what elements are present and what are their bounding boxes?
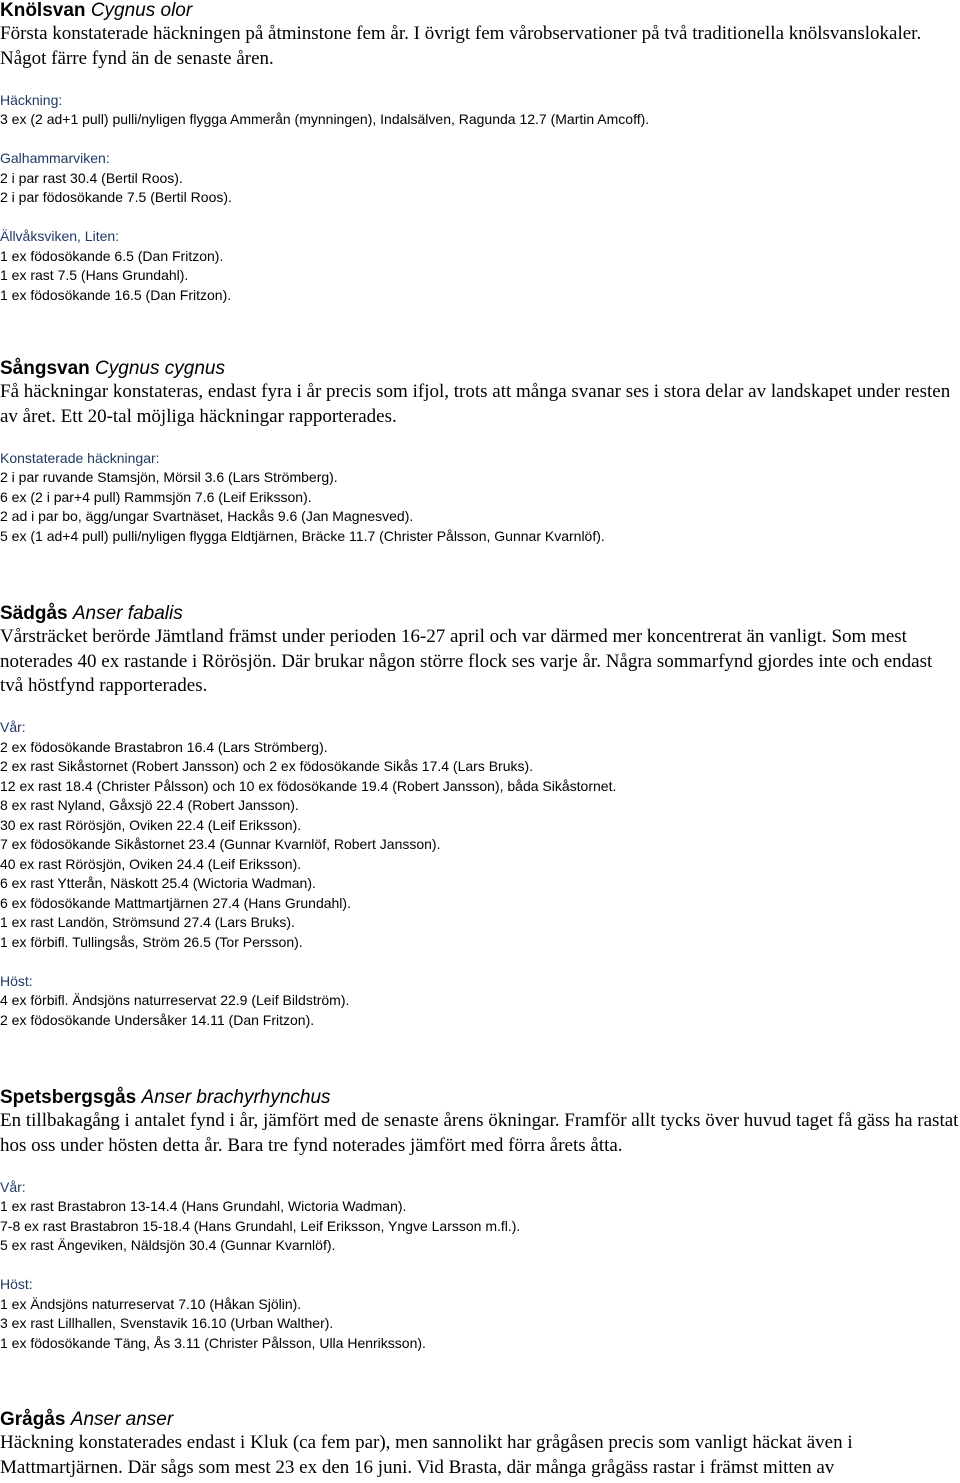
- group-label: Häckning:: [0, 91, 63, 108]
- group-label: Vår:: [0, 719, 26, 735]
- species-sangsvan: [0, 358, 960, 546]
- group-label: Galhammarviken:: [0, 150, 110, 166]
- observation-line: 6 ex rast Ytterån, Näskott 25.4 (Wictoria Wadman).: [0, 875, 316, 891]
- observation-line: 3 ex (2 ad+1 pull) pulli/nyligen flygga Ammerån (mynningen), Indalsälven, Ragunda 12.7 (Martin Amcoff).: [0, 111, 650, 127]
- species-heading: [0, 0, 960, 22]
- species-heading: [0, 358, 960, 380]
- observation-line: 2 ad i par bo, ägg/ungar Svartnäset, Hackås 9.6 (Jan Magnesved).: [0, 508, 414, 524]
- observation-line: 12 ex rast 18.4 (Christer Pålsson) och 10 ex födosökande 19.4 (Robert Jansson), båda Sikåstornet.: [0, 777, 617, 794]
- observation-line: 2 ex födosökande Undersåker 14.11 (Dan Fritzon).: [0, 1011, 315, 1028]
- group-label: Vår:: [0, 1178, 26, 1195]
- observation-line: 3 ex rast Lillhallen, Svenstavik 16.10 (Urban Walther).: [0, 1315, 334, 1331]
- species-name: Sångsvan: [0, 358, 90, 379]
- observation-line: 5 ex rast Ängeviken, Näldsjön 30.4 (Gunnar Kvarnlöf).: [0, 1237, 336, 1253]
- species-knolsvan: [0, 0, 960, 305]
- species-name: Grågås: [0, 1409, 66, 1430]
- observation-line: 7 ex födosökande Sikåstornet 23.4 (Gunnar Kvarnlöf, Robert Jansson).: [0, 836, 441, 852]
- species-name: Sädgås: [0, 603, 68, 624]
- observation-line: 6 ex (2 i par+4 pull) Rammsjön 7.6 (Leif Eriksson).: [0, 488, 312, 505]
- observation-line: 1 ex rast 7.5 (Hans Grundahl).: [0, 267, 189, 283]
- observation-line: 5 ex (1 ad+4 pull) pulli/nyligen flygga Eldtjärnen, Bräcke 11.7 (Christer Pålsson, Gunnar Kvarnlöf).: [0, 527, 605, 544]
- species-scientific-name: Anser anser: [70, 1409, 174, 1430]
- observation-line: 1 ex födosökande 6.5 (Dan Fritzon).: [0, 247, 224, 264]
- species-heading: [0, 603, 960, 625]
- species-scientific-name: Cygnus cygnus: [95, 358, 225, 379]
- species-intro: Häckning konstaterades endast i Kluk (ca fem par), men sannolikt har grågåsen precis som vanligt häckat även i Mattmartjärnen. Där sågs som mest 23 ex den 16 juni. Vid Brasta, där många grågäss rastar i främst mitten av: [0, 1432, 853, 1478]
- species-scientific-name: Cygnus olor: [90, 0, 193, 21]
- observation-line: 6 ex födosökande Mattmartjärnen 27.4 (Hans Grundahl).: [0, 894, 351, 911]
- observation-line: 2 i par rast 30.4 (Bertil Roos).: [0, 169, 183, 186]
- observation-line: 40 ex rast Rörösjön, Oviken 24.4 (Leif Eriksson).: [0, 855, 302, 872]
- observation-line: 1 ex Ändsjöns naturreservat 7.10 (Håkan Sjölin).: [0, 1295, 302, 1312]
- observation-line: 1 ex födosökande Täng, Ås 3.11 (Christer Pålsson, Ulla Henriksson).: [0, 1334, 426, 1351]
- observation-line: 2 i par ruvande Stamsjön, Mörsil 3.6 (Lars Strömberg).: [0, 469, 338, 485]
- species-intro: Vårsträcket berörde Jämtland främst under perioden 16-27 april och var därmed mer koncentrerat än vanligt. Som mest noterades 40 ex rastande i Rörösjön. Där brukar någon större flock ses varje år. Några sommarfynd gjordes inte och endast två höstfynd rapporterades.: [0, 626, 933, 696]
- group-label: Höst:: [0, 1276, 33, 1292]
- observation-line: 30 ex rast Rörösjön, Oviken 22.4 (Leif Eriksson).: [0, 816, 302, 833]
- species-name: Spetsbergsgås: [0, 1087, 137, 1108]
- species-intro: Första konstaterade häckningen på åtminstone fem år. I övrigt fem vårobservationer på två traditionella knölsvanslokaler. Något färre fynd än de senaste åren.: [0, 23, 922, 69]
- observation-line: 1 ex förbifl. Tullingsås, Ström 26.5 (Tor Persson).: [0, 933, 303, 950]
- species-gragas: [0, 1409, 960, 1480]
- species-heading: [0, 1087, 960, 1109]
- group-label: Konstaterade häckningar:: [0, 449, 160, 466]
- species-intro: Få häckningar konstateras, endast fyra i år precis som ifjol, trots att många svanar ses i stora delar av landskapet under resten av året. Ett 20-tal möjliga häckningar rapporterades.: [0, 381, 951, 427]
- species-intro: En tillbakagång i antalet fynd i år, jämfört med de senaste årens ökningar. Framför allt tycks över huvud taget få gäss ha rastat hos oss under hösten detta år. Bara tre fynd noterades jämfört med förra årets åtta.: [0, 1110, 959, 1156]
- observation-line: 1 ex födosökande 16.5 (Dan Fritzon).: [0, 286, 232, 303]
- group-label: Ällvåksviken, Liten:: [0, 228, 120, 244]
- species-name: Knölsvan: [0, 0, 86, 21]
- species-scientific-name: Anser brachyrhynchus: [141, 1087, 331, 1108]
- observation-line: 7-8 ex rast Brastabron 15-18.4 (Hans Grundahl, Leif Eriksson, Yngve Larsson m.fl.).: [0, 1217, 521, 1234]
- observation-line: 2 ex rast Sikåstornet (Robert Jansson) och 2 ex födosökande Sikås 17.4 (Lars Bruks).: [0, 758, 534, 774]
- observation-line: 1 ex rast Brastabron 13-14.4 (Hans Grundahl, Wictoria Wadman).: [0, 1198, 407, 1214]
- observation-line: 2 ex födosökande Brastabron 16.4 (Lars Strömberg).: [0, 738, 328, 755]
- observation-line: 1 ex rast Landön, Strömsund 27.4 (Lars Bruks).: [0, 914, 295, 930]
- observation-line: 2 i par födosökande 7.5 (Bertil Roos).: [0, 189, 232, 205]
- observation-line: 4 ex förbifl. Ändsjöns naturreservat 22.9 (Leif Bildström).: [0, 992, 350, 1008]
- species-spetsbergsgas: [0, 1087, 960, 1353]
- species-scientific-name: Anser fabalis: [72, 603, 183, 624]
- species-sadgas: [0, 603, 960, 1030]
- species-heading: [0, 1409, 960, 1431]
- observation-line: 8 ex rast Nyland, Gåxsjö 22.4 (Robert Jansson).: [0, 797, 299, 813]
- group-label: Höst:: [0, 972, 33, 989]
